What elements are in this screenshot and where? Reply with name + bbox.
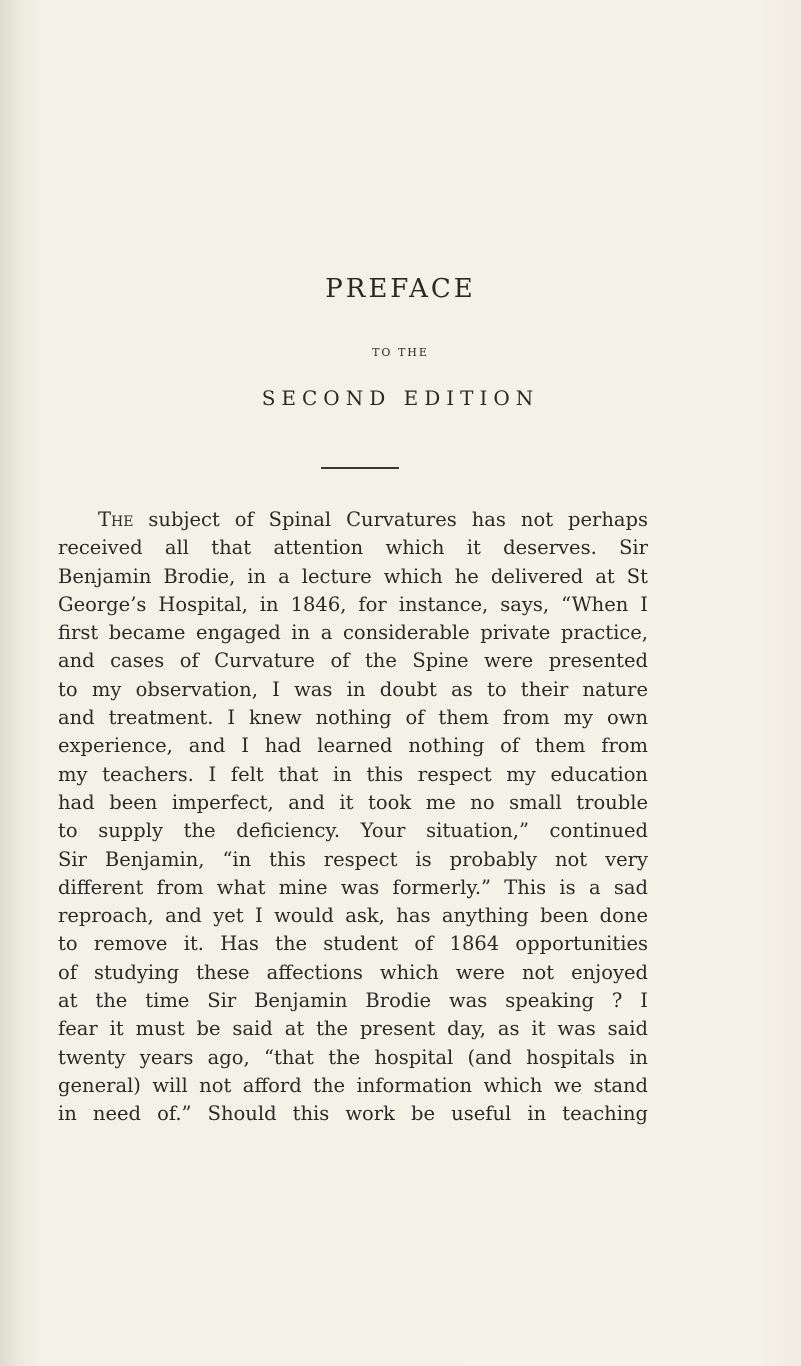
body-line: George’s Hospital, in 1846, for instance, says, “When I [58, 592, 648, 616]
body-line: fear it must be said at the present day, as it was said [58, 1017, 648, 1041]
body-line: reproach, and yet I would ask, has anything been done [58, 904, 648, 928]
body-line: Sir Benjamin, “in this respect is probably not very [58, 847, 648, 871]
body-line: received all that attention which it deserves. Sir [58, 536, 648, 560]
page-title: PREFACE [325, 274, 476, 304]
edition-heading: SECOND EDITION [261, 386, 540, 410]
page-subtitle: TO THE [372, 346, 429, 359]
body-line: first became engaged in a considerable private practice, [58, 621, 648, 645]
body-line: my teachers. I felt that in this respect my education [58, 762, 648, 786]
body-line: Benjamin Brodie, in a lecture which he delivered at St [58, 564, 648, 588]
body-line: general) will not afford the information which we stand [58, 1073, 648, 1097]
body-line: and cases of Curvature of the Spine were presented [58, 649, 648, 673]
body-line: to my observation, I was in doubt as to their nature [58, 677, 648, 701]
body-line: of studying these affections which were not enjoyed [58, 960, 648, 984]
opening-word: The [98, 508, 134, 531]
body-line: experience, and I had learned nothing of them from [58, 734, 648, 758]
body-line: in need of.” Should this work be useful in teaching [58, 1102, 648, 1126]
body-line: at the time Sir Benjamin Brodie was speaking ? I [58, 989, 648, 1013]
body-line: to remove it. Has the student of 1864 opportunities [58, 932, 648, 956]
section-divider [321, 467, 399, 469]
body-line: had been imperfect, and it took me no small trouble [58, 790, 648, 814]
body-line: and treatment. I knew nothing of them from my own [58, 706, 648, 730]
body-line: to supply the deficiency. Your situation,” continued [58, 819, 648, 843]
first-line-text: subject of Spinal Curvatures has not perhaps [148, 508, 648, 531]
body-line: twenty years ago, “that the hospital (and hospitals in [58, 1045, 648, 1069]
preface-body [58, 506, 648, 1129]
body-line [58, 506, 648, 534]
body-line: different from what mine was formerly.” This is a sad [58, 875, 648, 899]
